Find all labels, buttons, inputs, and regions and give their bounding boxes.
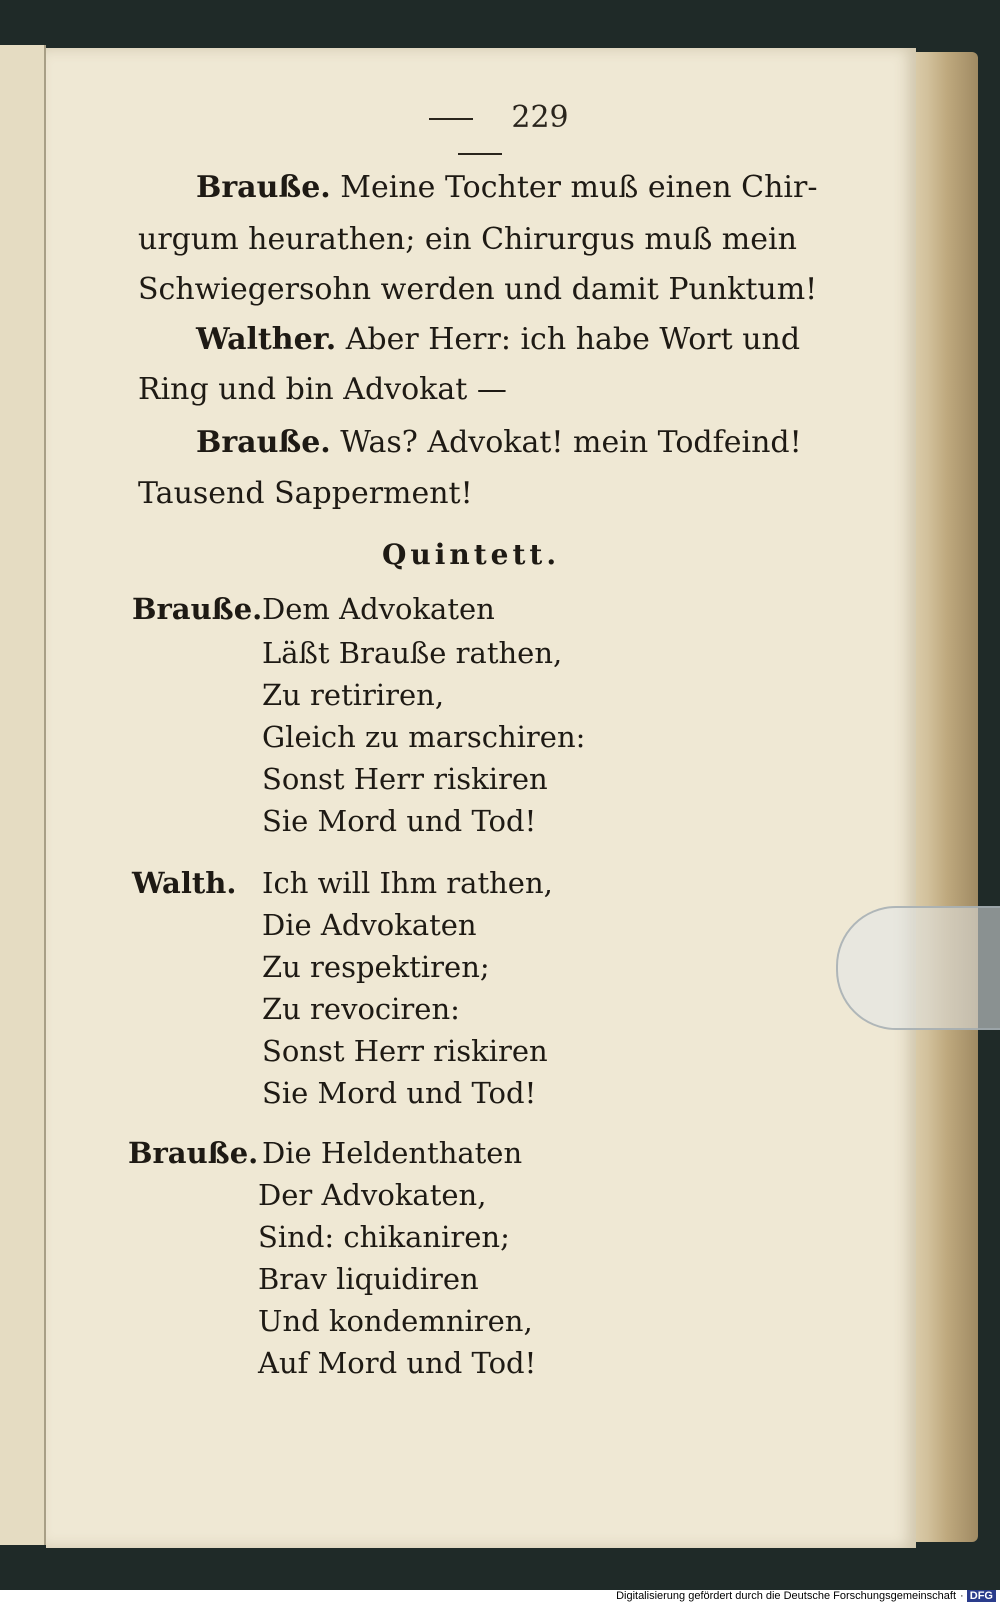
prose-text: Tausend Sapperment! [138,476,473,511]
speaker-name: Brauße. [196,170,331,205]
verse-line: Sind: chikaniren; [258,1220,510,1254]
verse-line: Sie Mord und Tod! [262,804,537,838]
prose-line [196,425,802,460]
page-clip [836,906,1000,1030]
verse-line: Läßt Brauße rathen, [262,636,563,670]
dfg-logo: DFG [967,1590,996,1602]
prose-text: urgum heurathen; ein Chirurgus muß mein [138,222,797,257]
prose-line [138,476,473,511]
section-heading: Quintett. [382,538,561,571]
verse-line: Auf Mord und Tod! [258,1346,537,1380]
stanza-speaker: Brauße. [132,592,263,626]
verse-line: Sie Mord und Tod! [262,1076,537,1110]
prose-text: Schwiegersohn werden und damit Punktum! [138,272,818,307]
speaker-name: Brauße. [196,425,331,460]
prose-line [138,272,817,307]
verse-line: Gleich zu marschiren: [262,720,586,754]
verse-line: Zu retiriren, [262,678,445,712]
verse-line: Die Advokaten [262,908,477,942]
prose-text: Ring und bin Advokat — [138,372,507,407]
verse-line: Zu revociren: [262,992,460,1026]
stanza-speaker: Brauße. [128,1136,259,1170]
prose-line [138,222,797,257]
prose-line [196,170,818,205]
speaker-name: Walther. [196,322,337,357]
prose-text: Meine Tochter muß einen Chir- [340,170,818,205]
verse-line: Brav liquidiren [258,1262,479,1296]
prose-line [138,372,507,407]
prose-text: Was? Advokat! mein Todfeind! [340,425,802,460]
dash-left [429,118,473,120]
verse-line: Ich will Ihm rathen, [262,866,553,900]
dash-right [458,153,502,155]
verse-line: Sonst Herr riskiren [262,762,548,796]
verse-line: Dem Advokaten [262,592,495,626]
prose-line [196,322,800,357]
verse-line: Die Heldenthaten [262,1136,523,1170]
verse-line: Und kondemniren, [258,1304,533,1338]
footer-text: Digitalisierung gefördert durch die Deutsche Forschungsgemeinschaft [616,1590,957,1602]
stanza-speaker: Walth. [132,866,237,900]
verse-line: Der Advokaten, [258,1178,487,1212]
verse-line: Sonst Herr riskiren [262,1034,548,1068]
verse-line: Zu respektiren; [262,950,490,984]
footer-credit: Digitalisierung gefördert durch die Deutsche Forschungsgemeinschaft · DFG [0,1590,1000,1606]
left-page-edge [0,45,46,1545]
page-number: 229 [360,100,600,170]
prose-text: Aber Herr: ich habe Wort und [345,322,801,357]
